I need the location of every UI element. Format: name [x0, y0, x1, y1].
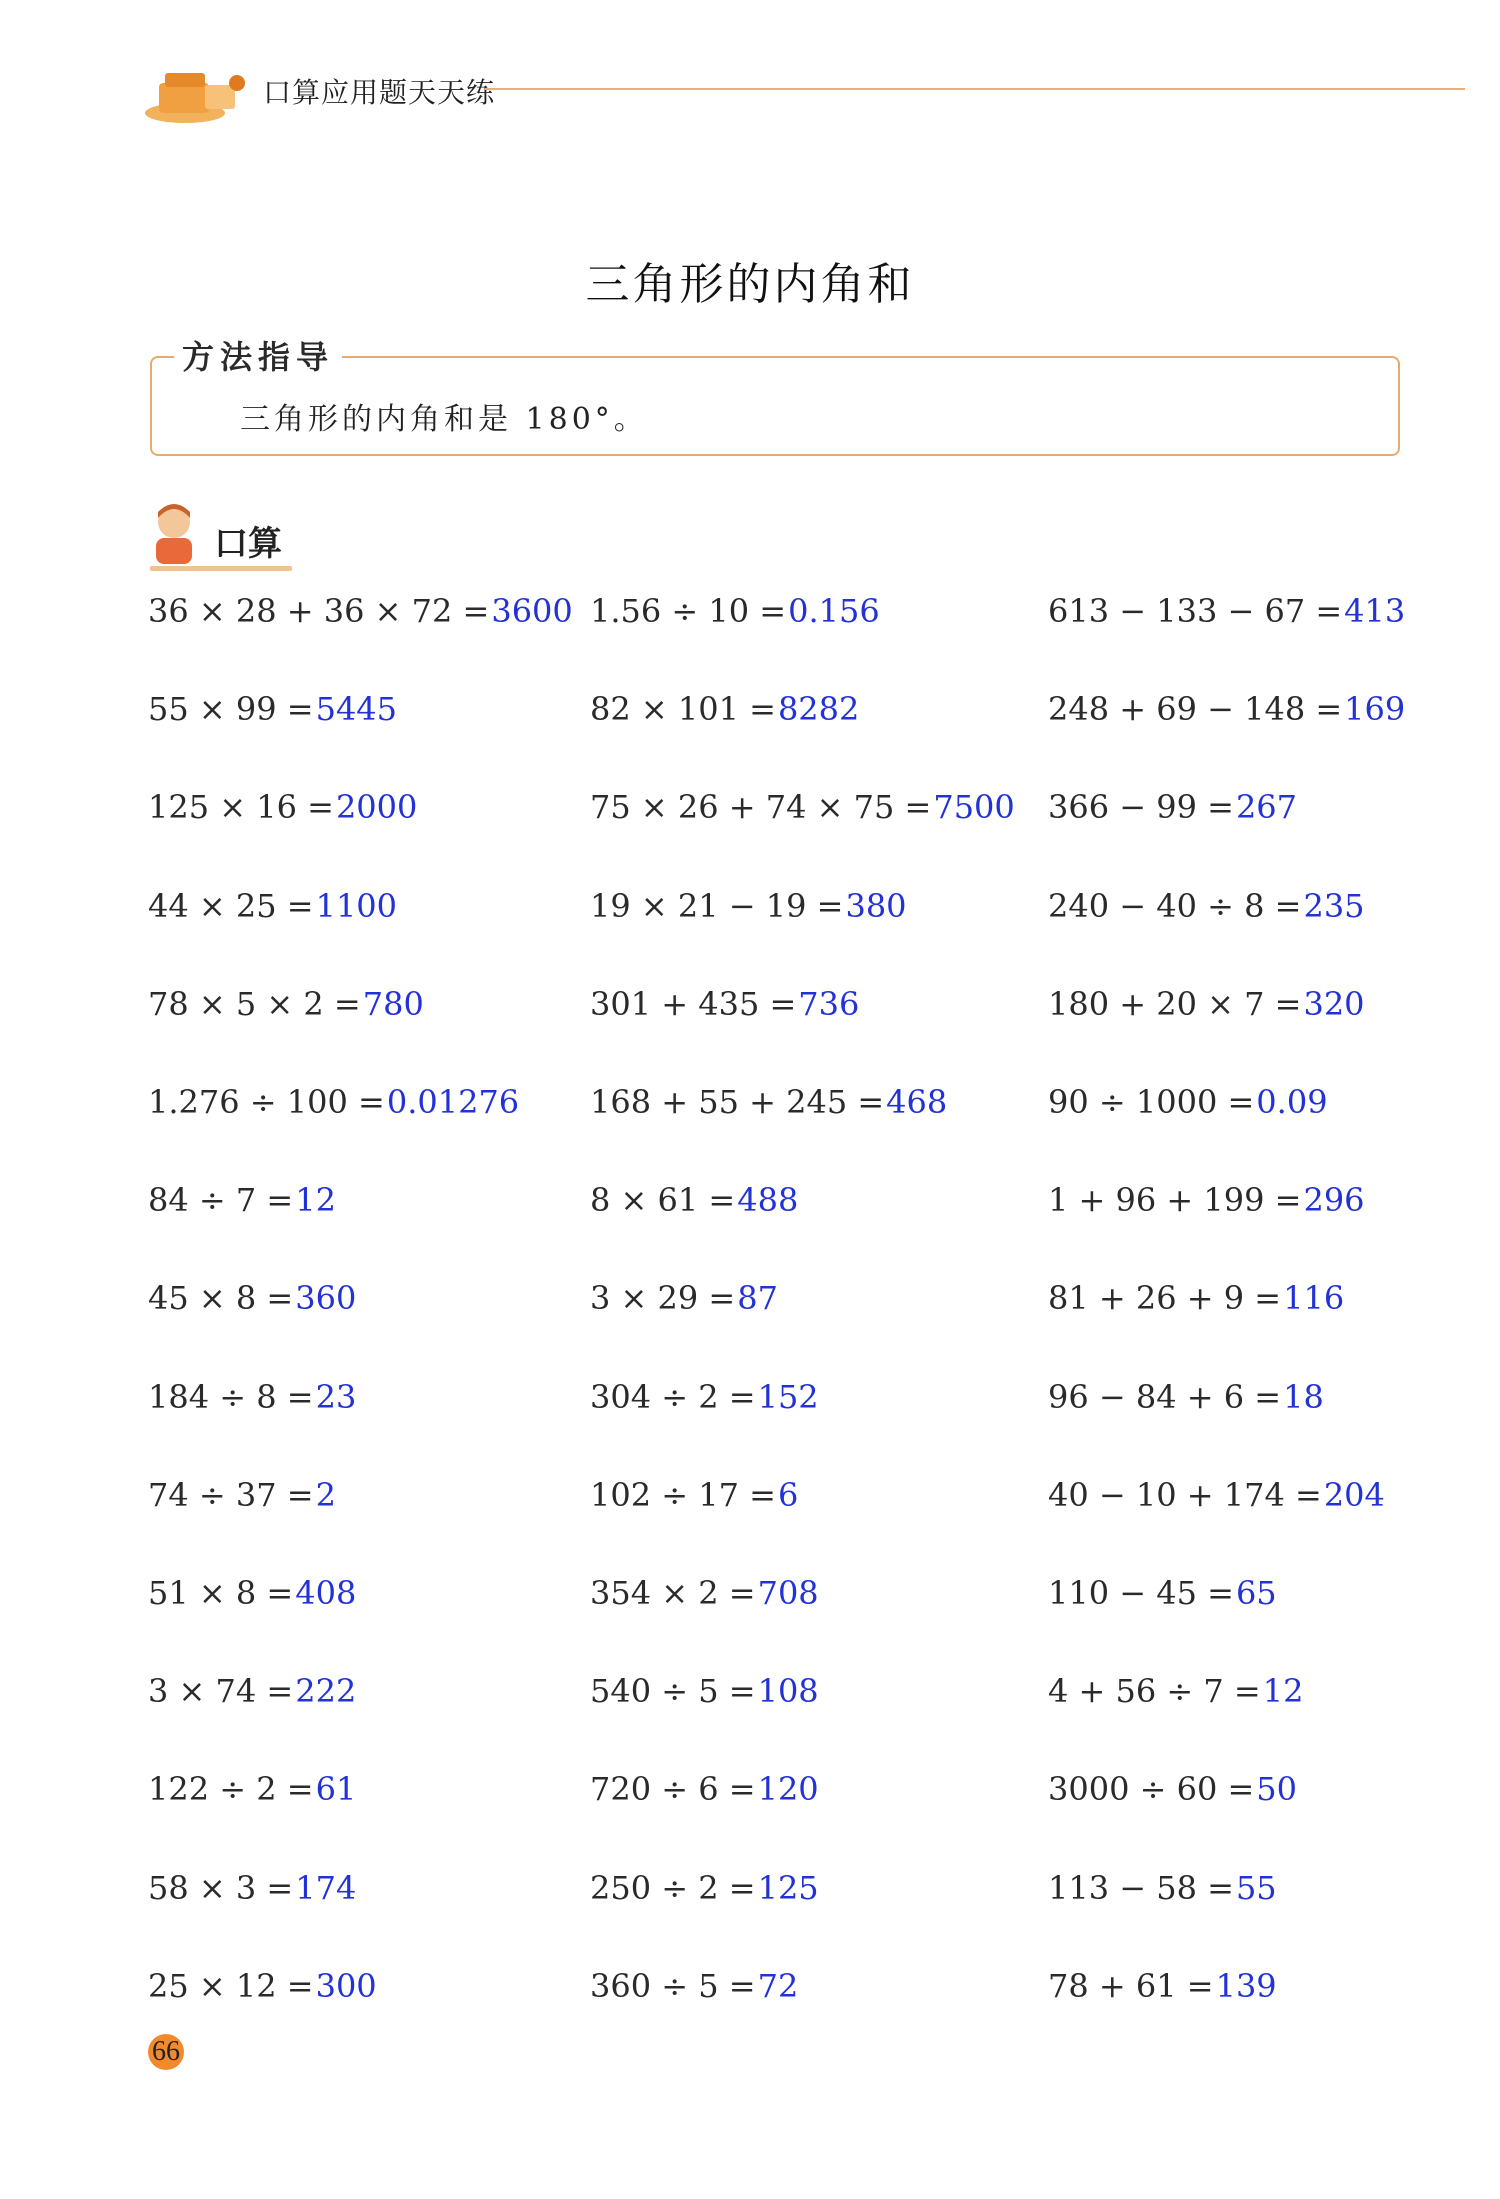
problem-question: 125 × 16 = [148, 788, 334, 827]
problem-item [1048, 1476, 1385, 1514]
problem-answer: 408 [295, 1574, 357, 1612]
problem-question: 613 − 133 − 67 = [1048, 592, 1343, 630]
problem-item [590, 690, 859, 728]
problem-item [148, 1181, 336, 1219]
problem-answer: 0.156 [788, 592, 880, 630]
problem-question: 250 ÷ 2 = [590, 1868, 756, 1907]
problem-item [148, 985, 424, 1023]
problem-question: 96 − 84 + 6 = [1048, 1377, 1282, 1416]
problem-answer: 736 [798, 984, 860, 1023]
problem-answer: 72 [757, 1966, 799, 2005]
problem-question: 1.276 ÷ 100 = [148, 1083, 385, 1121]
problem-answer: 65 [1235, 1574, 1277, 1612]
problem-answer: 12 [1262, 1672, 1304, 1711]
problem-question: 540 ÷ 5 = [590, 1672, 756, 1711]
problem-answer: 55 [1235, 1868, 1277, 1907]
method-guide-label: 方法指导 [174, 332, 342, 378]
problem-item [1048, 1279, 1344, 1317]
problem-item [590, 887, 907, 925]
problem-item [148, 1476, 336, 1514]
problem-answer: 1100 [315, 886, 398, 925]
problem-question: 8 × 61 = [590, 1181, 736, 1220]
problem-answer: 12 [295, 1181, 336, 1220]
problem-item [1048, 1083, 1328, 1121]
problem-question: 45 × 8 = [148, 1279, 294, 1318]
problem-question: 75 × 26 + 74 × 75 = [590, 788, 932, 827]
problem-question: 40 − 10 + 174 = [1048, 1475, 1322, 1514]
problem-item [590, 1083, 947, 1121]
problem-item [590, 1770, 819, 1808]
problem-answer: 125 [757, 1868, 819, 1907]
problem-answer: 2 [315, 1475, 336, 1514]
problem-item [590, 788, 1015, 826]
problem-question: 366 − 99 = [1048, 788, 1234, 827]
problem-item [148, 1574, 356, 1612]
problem-answer: 61 [315, 1770, 357, 1809]
problem-item [590, 1967, 798, 2005]
problem-item [590, 1181, 798, 1219]
problem-question: 360 ÷ 5 = [590, 1966, 756, 2005]
problem-answer: 780 [362, 984, 424, 1023]
problem-answer: 7500 [933, 788, 1015, 827]
problem-answer: 8282 [777, 690, 860, 729]
problem-item [1048, 788, 1297, 826]
problem-item [590, 1279, 778, 1317]
problem-answer: 152 [757, 1377, 819, 1416]
problem-item [1048, 1574, 1277, 1612]
problem-answer: 413 [1344, 592, 1406, 630]
problem-answer: 3600 [491, 592, 573, 630]
problem-answer: 23 [315, 1377, 357, 1416]
problem-item [148, 1770, 356, 1808]
problem-item [148, 1083, 519, 1121]
problem-question: 3 × 29 = [590, 1279, 736, 1318]
page-number: 66 [148, 2034, 184, 2070]
problem-item [590, 592, 880, 630]
problem-question: 1 + 96 + 199 = [1048, 1181, 1302, 1220]
problem-answer: 174 [295, 1868, 357, 1907]
problem-item [1048, 887, 1365, 925]
problem-item [1048, 985, 1365, 1023]
problem-answer: 0.09 [1256, 1083, 1328, 1121]
problem-question: 301 + 435 = [590, 984, 797, 1023]
problem-answer: 267 [1235, 788, 1298, 827]
problem-question: 36 × 28 + 36 × 72 = [148, 592, 490, 630]
problem-answer: 2000 [335, 788, 418, 827]
problem-question: 58 × 3 = [148, 1868, 294, 1907]
problem-question: 78 + 61 = [1048, 1966, 1214, 2005]
problem-answer: 360 [295, 1279, 357, 1318]
problem-item [590, 1869, 819, 1907]
problem-answer: 169 [1344, 690, 1406, 729]
problem-question: 78 × 5 × 2 = [148, 984, 361, 1023]
problem-question: 3000 ÷ 60 = [1048, 1770, 1255, 1809]
problem-question: 304 ÷ 2 = [590, 1377, 756, 1416]
problem-answer: 120 [757, 1770, 819, 1809]
problem-question: 180 + 20 × 7 = [1048, 984, 1302, 1023]
problem-answer: 300 [315, 1966, 377, 2005]
problem-answer: 0.01276 [386, 1083, 520, 1121]
problem-question: 55 × 99 = [148, 690, 314, 729]
problem-item [590, 1574, 819, 1612]
problem-question: 84 ÷ 7 = [148, 1181, 294, 1220]
problem-item [1048, 690, 1405, 728]
problem-question: 240 − 40 ÷ 8 = [1048, 886, 1302, 925]
problem-item [590, 1672, 819, 1710]
problem-item [590, 1476, 798, 1514]
problem-answer: 235 [1303, 886, 1365, 925]
problem-item [1048, 1967, 1277, 2005]
problem-answer: 139 [1215, 1966, 1277, 2005]
problem-answer: 204 [1323, 1475, 1385, 1514]
section-title-oral-calc: 口算 [214, 524, 282, 564]
problem-item [148, 1967, 377, 2005]
problem-answer: 108 [757, 1672, 819, 1711]
problem-question: 25 × 12 = [148, 1966, 314, 2005]
problem-question: 90 ÷ 1000 = [1048, 1083, 1255, 1121]
problem-question: 1.56 ÷ 10 = [590, 592, 787, 630]
problem-question: 51 × 8 = [148, 1574, 294, 1612]
method-guide-text: 三角形的内角和是 180°。 [240, 402, 648, 437]
problem-item [148, 592, 573, 630]
problem-question: 4 + 56 ÷ 7 = [1048, 1672, 1261, 1711]
problem-question: 122 ÷ 2 = [148, 1770, 314, 1809]
problem-question: 720 ÷ 6 = [590, 1770, 756, 1809]
problem-item [148, 1672, 356, 1710]
problem-item [1048, 1770, 1297, 1808]
problem-item [590, 985, 859, 1023]
problem-question: 74 ÷ 37 = [148, 1475, 314, 1514]
problem-item [148, 1869, 356, 1907]
problem-answer: 708 [757, 1574, 819, 1612]
problem-item [1048, 1378, 1324, 1416]
page-title: 三角形的内角和 [585, 259, 915, 310]
problem-item [148, 788, 417, 826]
problem-answer: 296 [1303, 1181, 1365, 1220]
problem-answer: 380 [845, 886, 907, 925]
problem-question: 184 ÷ 8 = [148, 1377, 314, 1416]
problem-item [1048, 592, 1405, 630]
problem-question: 248 + 69 − 148 = [1048, 690, 1343, 729]
problem-question: 110 − 45 = [1048, 1574, 1234, 1612]
problem-question: 3 × 74 = [148, 1672, 294, 1711]
problem-item [148, 1378, 356, 1416]
problem-item [148, 690, 397, 728]
problem-answer: 5445 [315, 690, 398, 729]
problem-answer: 320 [1303, 984, 1365, 1023]
problem-item [1048, 1869, 1277, 1907]
problem-item [590, 1378, 819, 1416]
problem-question: 81 + 26 + 9 = [1048, 1279, 1282, 1318]
problem-answer: 6 [777, 1475, 799, 1514]
problem-item [148, 1279, 356, 1317]
problem-question: 82 × 101 = [590, 690, 776, 729]
problem-answer: 468 [886, 1083, 948, 1121]
problem-answer: 222 [295, 1672, 357, 1711]
problem-item [148, 887, 397, 925]
problem-question: 19 × 21 − 19 = [590, 886, 844, 925]
problem-answer: 50 [1256, 1770, 1298, 1809]
problem-question: 113 − 58 = [1048, 1868, 1234, 1907]
problem-answer: 87 [737, 1279, 778, 1318]
problem-question: 354 × 2 = [590, 1574, 756, 1612]
problem-answer: 116 [1283, 1279, 1345, 1318]
problem-answer: 18 [1283, 1377, 1324, 1416]
book-title: 口算应用题天天练 [263, 76, 496, 109]
problem-question: 44 × 25 = [148, 886, 314, 925]
problem-question: 168 + 55 + 245 = [590, 1083, 885, 1121]
problem-item [1048, 1181, 1365, 1219]
problem-answer: 488 [737, 1181, 799, 1220]
problem-item [1048, 1672, 1303, 1710]
problem-question: 102 ÷ 17 = [590, 1475, 776, 1514]
